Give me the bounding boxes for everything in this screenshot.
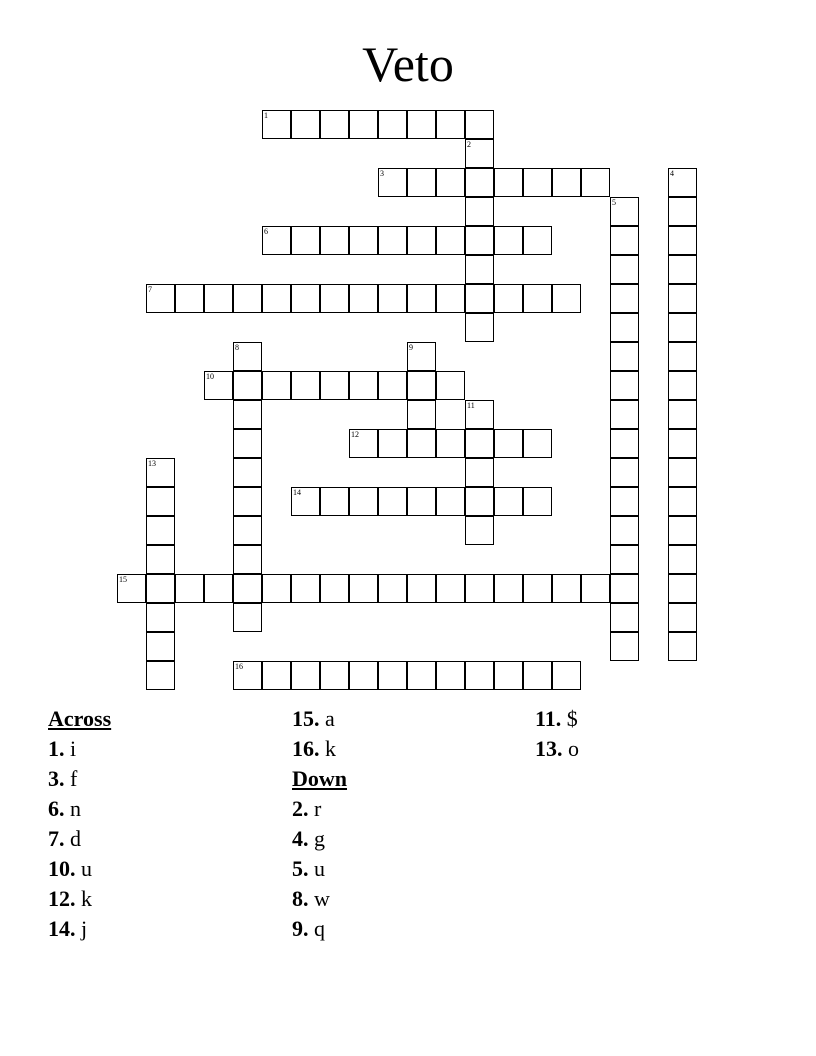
cell-number: 3 <box>380 169 384 178</box>
grid-cell <box>378 574 407 603</box>
grid-cell <box>465 400 494 429</box>
grid-cell <box>581 574 610 603</box>
grid-cell <box>233 661 262 690</box>
clue-down-4 <box>292 824 347 854</box>
grid-cell <box>146 574 175 603</box>
grid-cell <box>407 110 436 139</box>
grid-cell <box>233 342 262 371</box>
across-heading: Across <box>48 706 112 731</box>
grid-cell <box>436 429 465 458</box>
grid-cell <box>117 574 146 603</box>
grid-cell <box>407 168 436 197</box>
grid-cell <box>407 661 436 690</box>
grid-cell <box>668 342 697 371</box>
grid-cell <box>668 313 697 342</box>
clue-down-9 <box>292 914 347 944</box>
grid-cell <box>436 487 465 516</box>
grid-cell <box>291 284 320 313</box>
grid-cell <box>436 371 465 400</box>
grid-cell <box>146 632 175 661</box>
grid-cell <box>320 661 349 690</box>
grid-cell <box>552 574 581 603</box>
grid-cell <box>262 661 291 690</box>
grid-cell <box>610 371 639 400</box>
clue-text: u <box>81 856 92 881</box>
grid-cell <box>523 284 552 313</box>
clue-across-16 <box>292 734 347 764</box>
grid-cell <box>465 313 494 342</box>
grid-cell <box>233 458 262 487</box>
clue-number: 6. <box>48 796 65 821</box>
grid-cell <box>407 371 436 400</box>
clue-number: 16. <box>292 736 320 761</box>
grid-cell <box>349 284 378 313</box>
grid-cell <box>407 400 436 429</box>
grid-cell <box>465 226 494 255</box>
grid-cell <box>552 168 581 197</box>
cell-number: 10 <box>206 372 214 381</box>
clue-text: w <box>314 886 330 911</box>
grid-cell <box>465 168 494 197</box>
grid-cell <box>436 574 465 603</box>
grid-cell <box>465 255 494 284</box>
clues-column-2 <box>292 704 347 944</box>
grid-cell <box>610 342 639 371</box>
grid-cell <box>465 574 494 603</box>
grid-cell <box>494 168 523 197</box>
grid-cell <box>262 284 291 313</box>
down-heading: Down <box>292 766 348 791</box>
grid-cell <box>349 574 378 603</box>
clue-across-7 <box>48 824 111 854</box>
grid-cell <box>320 487 349 516</box>
clue-down-2 <box>292 794 347 824</box>
grid-cell <box>610 429 639 458</box>
clue-text: d <box>70 826 81 851</box>
grid-cell <box>320 284 349 313</box>
grid-cell <box>610 458 639 487</box>
grid-cell <box>610 632 639 661</box>
clue-down-11 <box>535 704 579 734</box>
grid-cell <box>233 429 262 458</box>
grid-cell <box>465 110 494 139</box>
clue-text: q <box>314 916 325 941</box>
grid-cell <box>610 516 639 545</box>
grid-cell <box>523 168 552 197</box>
grid-cell <box>436 226 465 255</box>
clue-across-6 <box>48 794 111 824</box>
clue-across-12 <box>48 884 111 914</box>
grid-cell <box>552 661 581 690</box>
grid-cell <box>494 226 523 255</box>
grid-cell <box>465 458 494 487</box>
grid-cell <box>262 226 291 255</box>
clue-number: 14. <box>48 916 76 941</box>
clue-down-13 <box>535 734 579 764</box>
grid-cell <box>465 284 494 313</box>
grid-cell <box>349 661 378 690</box>
grid-cell <box>610 255 639 284</box>
grid-cell <box>610 226 639 255</box>
grid-cell <box>581 168 610 197</box>
grid-cell <box>378 429 407 458</box>
grid-cell <box>668 487 697 516</box>
grid-cell <box>523 574 552 603</box>
grid-cell <box>610 545 639 574</box>
clue-number: 15. <box>292 706 320 731</box>
grid-cell <box>233 603 262 632</box>
grid-cell <box>378 110 407 139</box>
grid-cell <box>262 371 291 400</box>
clue-number: 2. <box>292 796 309 821</box>
grid-cell <box>407 226 436 255</box>
clues-column-3 <box>535 704 579 764</box>
grid-cell <box>668 371 697 400</box>
clue-number: 8. <box>292 886 309 911</box>
grid-cell <box>668 226 697 255</box>
grid-cell <box>175 284 204 313</box>
grid-cell <box>233 574 262 603</box>
grid-cell <box>610 487 639 516</box>
cell-number: 4 <box>670 169 674 178</box>
grid-cell <box>291 661 320 690</box>
puzzle-title: Veto <box>362 36 454 92</box>
grid-cell <box>610 313 639 342</box>
grid-cell <box>204 284 233 313</box>
grid-cell <box>349 226 378 255</box>
clue-number: 5. <box>292 856 309 881</box>
grid-cell <box>262 110 291 139</box>
grid-cell <box>465 487 494 516</box>
clue-number: 10. <box>48 856 76 881</box>
grid-cell <box>378 661 407 690</box>
clue-text: o <box>568 736 579 761</box>
grid-cell <box>668 284 697 313</box>
grid-cell <box>291 487 320 516</box>
clue-text: j <box>81 916 88 941</box>
clue-text: i <box>70 736 77 761</box>
clue-number: 11. <box>535 706 562 731</box>
grid-cell <box>378 487 407 516</box>
cell-number: 6 <box>264 227 268 236</box>
grid-cell <box>233 284 262 313</box>
clue-number: 13. <box>535 736 563 761</box>
grid-cell <box>291 110 320 139</box>
grid-cell <box>668 197 697 226</box>
grid-cell <box>291 371 320 400</box>
grid-cell <box>233 516 262 545</box>
grid-cell <box>668 545 697 574</box>
grid-cell <box>146 487 175 516</box>
grid-cell <box>320 226 349 255</box>
grid-cell <box>494 487 523 516</box>
cell-number: 11 <box>467 401 475 410</box>
cell-number: 2 <box>467 140 471 149</box>
grid-cell <box>146 661 175 690</box>
grid-cell <box>378 284 407 313</box>
clue-number: 4. <box>292 826 309 851</box>
grid-cell <box>523 226 552 255</box>
grid-cell <box>465 661 494 690</box>
grid-cell <box>407 342 436 371</box>
grid-cell <box>320 371 349 400</box>
clues-column-1 <box>48 704 111 944</box>
cell-number: 5 <box>612 198 616 207</box>
grid-cell <box>523 487 552 516</box>
grid-cell <box>378 168 407 197</box>
clue-down-5 <box>292 854 347 884</box>
grid-cell <box>494 661 523 690</box>
grid-cell <box>610 197 639 226</box>
clue-text: k <box>81 886 92 911</box>
grid-cell <box>262 574 291 603</box>
clue-text: a <box>325 706 335 731</box>
grid-cell <box>407 487 436 516</box>
grid-cell <box>378 226 407 255</box>
cell-number: 14 <box>293 488 301 497</box>
clue-number: 9. <box>292 916 309 941</box>
grid-cell <box>523 429 552 458</box>
grid-cell <box>320 110 349 139</box>
grid-cell <box>349 110 378 139</box>
grid-cell <box>291 574 320 603</box>
grid-cell <box>233 371 262 400</box>
grid-cell <box>494 429 523 458</box>
grid-cell <box>204 574 233 603</box>
grid-cell <box>668 429 697 458</box>
grid-cell <box>494 284 523 313</box>
grid-cell <box>378 371 407 400</box>
cell-number: 8 <box>235 343 239 352</box>
grid-cell <box>349 371 378 400</box>
grid-cell <box>610 400 639 429</box>
clue-across-14 <box>48 914 111 944</box>
cell-number: 7 <box>148 285 152 294</box>
grid-cell <box>465 429 494 458</box>
cell-number: 16 <box>235 662 243 671</box>
clue-across-10 <box>48 854 111 884</box>
cell-number: 12 <box>351 430 359 439</box>
grid-cell <box>436 110 465 139</box>
clue-across-15 <box>292 704 347 734</box>
clue-text: u <box>314 856 325 881</box>
cell-number: 13 <box>148 459 156 468</box>
grid-cell <box>668 168 697 197</box>
clue-text: $ <box>566 706 578 731</box>
clue-down-8 <box>292 884 347 914</box>
grid-cell <box>436 284 465 313</box>
grid-cell <box>668 400 697 429</box>
grid-cell <box>407 574 436 603</box>
grid-cell <box>668 516 697 545</box>
grid-cell <box>668 458 697 487</box>
grid-cell <box>523 661 552 690</box>
grid-cell <box>175 574 204 603</box>
grid-cell <box>494 574 523 603</box>
clue-text: f <box>70 766 78 791</box>
grid-cell <box>146 545 175 574</box>
grid-cell <box>465 139 494 168</box>
grid-cell <box>320 574 349 603</box>
cell-number: 1 <box>264 111 268 120</box>
grid-cell <box>552 284 581 313</box>
grid-cell <box>610 284 639 313</box>
grid-cell <box>610 603 639 632</box>
grid-cell <box>668 632 697 661</box>
clue-text: k <box>325 736 336 761</box>
clue-text: g <box>314 826 325 851</box>
grid-cell <box>436 661 465 690</box>
clue-text: r <box>314 796 322 821</box>
clue-number: 12. <box>48 886 76 911</box>
grid-cell <box>668 603 697 632</box>
grid-cell <box>465 197 494 226</box>
cell-number: 15 <box>119 575 127 584</box>
clue-across-1 <box>48 734 111 764</box>
clue-text: n <box>70 796 81 821</box>
grid-cell <box>204 371 233 400</box>
grid-cell <box>233 400 262 429</box>
grid-cell <box>407 284 436 313</box>
grid-cell <box>436 168 465 197</box>
clue-number: 7. <box>48 826 65 851</box>
grid-cell <box>668 574 697 603</box>
grid-cell <box>465 516 494 545</box>
grid-cell <box>349 487 378 516</box>
grid-cell <box>291 226 320 255</box>
grid-cell <box>407 429 436 458</box>
clue-across-3 <box>48 764 111 794</box>
grid-cell <box>349 429 378 458</box>
grid-cell <box>610 574 639 603</box>
clue-number: 3. <box>48 766 65 791</box>
grid-cell <box>146 284 175 313</box>
grid-cell <box>668 255 697 284</box>
cell-number: 9 <box>409 343 413 352</box>
grid-cell <box>146 516 175 545</box>
grid-cell <box>233 487 262 516</box>
grid-cell <box>146 603 175 632</box>
grid-cell <box>233 545 262 574</box>
grid-cell <box>146 458 175 487</box>
clue-number: 1. <box>48 736 65 761</box>
